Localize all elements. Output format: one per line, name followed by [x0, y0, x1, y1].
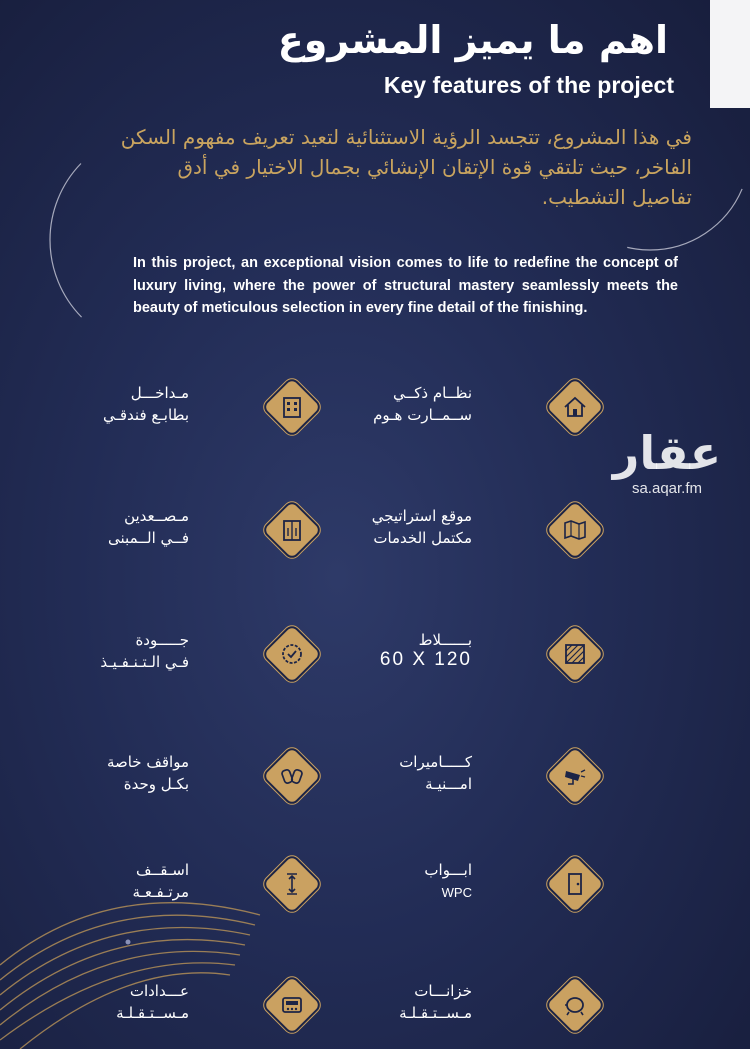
feature-line1: موقع استراتيجي	[371, 507, 472, 525]
feature-line1: مواقف خاصة	[106, 753, 189, 771]
page-title-arabic: اهم ما يميز المشروع	[277, 18, 668, 62]
hotel-entrance-icon	[263, 378, 321, 436]
smart-home-icon	[546, 378, 604, 436]
aqar-watermark	[602, 426, 732, 497]
map-location-icon	[546, 501, 604, 559]
feature-line1: كـــــاميرات	[399, 753, 472, 771]
page-title-english: Key features of the project	[383, 72, 674, 98]
feature-line2: ســمــارت هـوم	[373, 406, 472, 424]
feature-line1: مـصــعدين	[124, 507, 189, 525]
feature-line1: ابـــواب	[424, 861, 472, 879]
feature-line2: WPC	[441, 885, 472, 900]
feature-line1: عـــدادات	[129, 982, 189, 1000]
feature-line1: نظــام ذكــي	[392, 384, 472, 402]
meter-icon	[263, 976, 321, 1034]
quality-badge-icon	[263, 625, 321, 683]
feature-line2: مرتـفـعـة	[132, 883, 189, 901]
intro-english: In this project, an exceptional vision comes to life to redefine the concept of luxury living, where the power of structural mastery seamlessly meets the beauty of meticulous selection in every fine detail of the finishing.	[133, 255, 678, 316]
feature-line2: فــي الــمبنى	[108, 529, 189, 547]
high-ceiling-icon	[263, 855, 321, 913]
feature-line2: مكتمل الخدمات	[373, 529, 472, 547]
water-tank-icon	[546, 976, 604, 1034]
feature-line2: فـي الـتـنـفـيـذ	[100, 653, 189, 671]
intro-arabic: في هذا المشروع، تتجسد الرؤية الاستثنائية لتعيد تعريف مفهوم السكن الفاخر، حيث تلتقي قوة الإتقان الإنشائي بجمال الاختيار في أدق تفاصيل التشطيب.	[120, 125, 692, 209]
watermark-url: sa.aqar.fm	[631, 480, 703, 497]
feature-line2: مـســتـقـلـة	[399, 1004, 472, 1022]
feature-line2: بطابـع فندقـي	[102, 406, 189, 424]
feature-line2: بكـل وحدة	[123, 775, 189, 793]
parking-icon	[263, 747, 321, 805]
feature-line1: اسـقــف	[135, 861, 189, 879]
feature-line2: امـــنيـة	[425, 775, 472, 793]
feature-line1: جـــــودة	[135, 631, 189, 649]
feature-line1: بــــــلاط	[418, 631, 472, 649]
side-strip	[710, 0, 750, 108]
feature-line2: مـســتـقـلـة	[116, 1004, 189, 1022]
feature-line2: 60 X 120	[379, 649, 472, 670]
watermark-brand: عقار	[612, 426, 722, 480]
security-camera-icon	[546, 747, 604, 805]
elevator-icon	[263, 501, 321, 559]
feature-line1: خزانـــات	[414, 982, 472, 1000]
door-icon	[546, 855, 604, 913]
feature-line1: مـداخـــل	[130, 384, 189, 402]
tiles-icon	[546, 625, 604, 683]
